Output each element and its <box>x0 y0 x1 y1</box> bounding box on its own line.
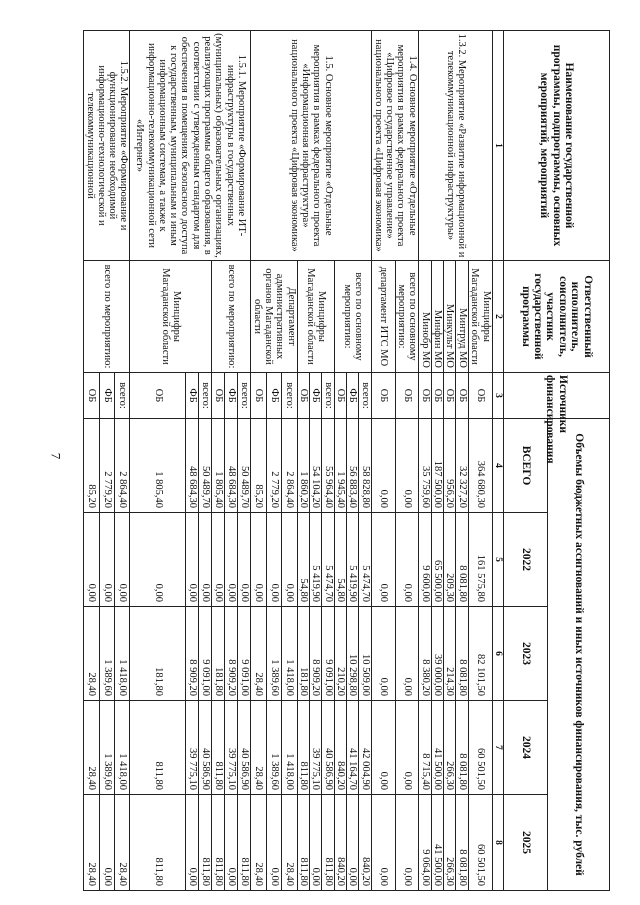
value-2024: 0,00 <box>371 701 395 795</box>
value-2023: 9 091,00 <box>199 607 212 701</box>
value-total: 2 779,20 <box>99 419 114 513</box>
value-2025: 0,00 <box>186 795 199 891</box>
source: ОБ <box>431 373 443 419</box>
value-total: 58 828,80 <box>359 419 371 513</box>
value-2023: 0,00 <box>395 607 419 701</box>
value-total: 50 489,70 <box>199 419 212 513</box>
value-2023: 10 509,00 <box>359 607 371 701</box>
value-2023: 181,80 <box>297 607 309 701</box>
value-2022: 5 419,90 <box>310 513 322 607</box>
value-total: 85,20 <box>84 419 99 513</box>
value-2023: 1 389,60 <box>99 607 114 701</box>
value-2025: 0,00 <box>395 795 419 891</box>
value-2024: 40 586,90 <box>322 701 334 795</box>
measure-name: 1.4. Основное мероприятие «Отдельные мероприятия в рамках федерального проекта «Цифровое государственное управление» национального проекта «Цифровая экономика» <box>371 31 419 261</box>
value-2025: 0,00 <box>371 795 395 891</box>
rotated-page <box>84 30 610 890</box>
value-2023: 39 000,00 <box>431 607 443 701</box>
value-2025: 811,80 <box>322 795 334 891</box>
value-2022: 0,00 <box>186 513 199 607</box>
value-2023: 8 909,20 <box>225 607 238 701</box>
value-total: 364 680,30 <box>468 419 492 513</box>
value-2025: 60 501,50 <box>468 795 492 891</box>
value-2025: 28,40 <box>84 795 99 891</box>
value-2022: 0,00 <box>282 513 297 607</box>
source-total-label: всего: <box>238 373 251 419</box>
value-2023: 10 298,80 <box>347 607 359 701</box>
source: ОБ <box>212 373 225 419</box>
value-2024: 1 418,00 <box>115 701 130 795</box>
value-2024: 811,80 <box>130 701 186 795</box>
value-total: 48 684,30 <box>186 419 199 513</box>
executor: всего по основному мероприятию: <box>334 261 371 373</box>
executor: Минкульт МО <box>444 261 456 373</box>
value-2024: 41 500,00 <box>431 701 443 795</box>
source: ФБ <box>99 373 114 419</box>
value-2024: 1 418,00 <box>282 701 297 795</box>
value-total: 0,00 <box>371 419 395 513</box>
value-total: 1 945,40 <box>334 419 346 513</box>
value-2022: 0,00 <box>238 513 251 607</box>
source: ОБ <box>297 373 309 419</box>
value-2024: 811,80 <box>212 701 225 795</box>
value-2022: 5 419,90 <box>347 513 359 607</box>
header-year-2024: 2024 <box>504 701 548 795</box>
source: ОБ <box>395 373 419 419</box>
value-2024: 40 586,90 <box>238 701 251 795</box>
source: ОБ <box>130 373 186 419</box>
column-number: 2 <box>492 261 503 373</box>
value-2023: 82 101,50 <box>468 607 492 701</box>
value-2023: 1 418,00 <box>115 607 130 701</box>
header-financing-volumes: Объемы бюджетных ассигнований и иных источников финансирования, тыс. рублей <box>548 419 610 891</box>
value-2024: 1 389,60 <box>99 701 114 795</box>
value-total: 56 883,40 <box>347 419 359 513</box>
value-2022: 9 600,00 <box>419 513 431 607</box>
value-2025: 0,00 <box>310 795 322 891</box>
value-total: 2 864,40 <box>115 419 130 513</box>
value-total: 55 964,40 <box>322 419 334 513</box>
value-2025: 840,20 <box>359 795 371 891</box>
value-2022: 54,80 <box>334 513 346 607</box>
value-2025: 266,30 <box>444 795 456 891</box>
source-total-label: всего: <box>282 373 297 419</box>
value-2025: 811,80 <box>199 795 212 891</box>
executor: всего по мероприятию: <box>212 261 251 373</box>
value-2025: 28,40 <box>282 795 297 891</box>
value-2023: 8 081,80 <box>456 607 468 701</box>
value-2025: 0,00 <box>347 795 359 891</box>
executor: Минтруд МО <box>456 261 468 373</box>
value-2025: 0,00 <box>99 795 114 891</box>
measure-name: 1.3.2. Мероприятие «Развитие информационной и телекоммуникационной инфраструктуры» <box>419 31 492 261</box>
executor: Минцифры Магаданской области <box>130 261 212 373</box>
value-2023: 9 091,00 <box>322 607 334 701</box>
header-year-2025: 2025 <box>504 795 548 891</box>
value-2025: 811,80 <box>130 795 186 891</box>
value-2022: 54,80 <box>297 513 309 607</box>
source: ФБ <box>347 373 359 419</box>
value-2025: 9 064,00 <box>419 795 431 891</box>
value-2024: 28,40 <box>84 701 99 795</box>
value-2024: 8 081,80 <box>456 701 468 795</box>
value-2024: 811,80 <box>297 701 309 795</box>
column-number: 3 <box>492 373 503 419</box>
value-2022: 0,00 <box>130 513 186 607</box>
value-2024: 266,30 <box>444 701 456 795</box>
value-2023: 8 380,20 <box>419 607 431 701</box>
value-total: 32 327,20 <box>456 419 468 513</box>
executor: Минфин МО <box>431 261 443 373</box>
header-program-name: Наименование государственной программы, подпрограммы, основных мероприятий, мероприятий <box>504 31 610 261</box>
source: ФБ <box>310 373 322 419</box>
measure-name: 1.5. Основное мероприятие «Отдельные мероприятия в рамках федерального проекта «Информационная инфраструктура» национального проекта «Цифровая экономика» <box>251 31 371 261</box>
value-2024: 0,00 <box>395 701 419 795</box>
value-total: 2 864,40 <box>282 419 297 513</box>
value-2022: 209,30 <box>444 513 456 607</box>
value-2022: 0,00 <box>199 513 212 607</box>
header-executor: Ответственный исполнитель, соисполнитель, участник государственной программы <box>504 261 610 373</box>
value-2025: 41 500,00 <box>431 795 443 891</box>
value-2025: 811,80 <box>212 795 225 891</box>
measure-name: 1.5.2. Мероприятие «Формирование и функционирование необходимой информационно-технологической и телекоммуникационной <box>84 31 130 261</box>
source: ФБ <box>225 373 238 419</box>
column-number: 8 <box>492 795 503 891</box>
value-2022: 5 474,70 <box>322 513 334 607</box>
value-total: 956,20 <box>444 419 456 513</box>
source-total-label: всего: <box>199 373 212 419</box>
executor: всего по основному мероприятию: <box>395 261 419 373</box>
executor: Минцифры Магаданской области <box>297 261 334 373</box>
value-2022: 65 500,00 <box>431 513 443 607</box>
source: ОБ <box>419 373 431 419</box>
value-2023: 9 091,00 <box>238 607 251 701</box>
value-2025: 811,80 <box>297 795 309 891</box>
value-2023: 1 389,60 <box>266 607 281 701</box>
source-total-label: всего: <box>322 373 334 419</box>
value-total: 85,20 <box>251 419 266 513</box>
value-2022: 8 081,80 <box>456 513 468 607</box>
value-2022: 0,00 <box>225 513 238 607</box>
executor: Минобр МО <box>419 261 431 373</box>
measure-name: 1.5.1. Мероприятие «Формирование ИТ-инфраструктуры в государственных (муниципальных) образовательных организациях, реализующих программы общего образования, в соответствии с утвержденным стандартом для обеспечения в помещениях безопасного доступа к государственным, муниципальным и иным информационным системам, а также к информационно-телекоммуникационной сети «Интернет» <box>130 31 251 261</box>
value-total: 50 489,70 <box>238 419 251 513</box>
source: ОБ <box>251 373 266 419</box>
value-2022: 0,00 <box>251 513 266 607</box>
value-2025: 840,20 <box>334 795 346 891</box>
value-2025: 811,80 <box>238 795 251 891</box>
value-2022: 0,00 <box>115 513 130 607</box>
column-number: 1 <box>492 31 503 261</box>
value-2025: 28,40 <box>251 795 266 891</box>
value-total: 1 860,20 <box>297 419 309 513</box>
value-total: 2 779,20 <box>266 419 281 513</box>
value-2023: 1 418,00 <box>282 607 297 701</box>
value-2023: 181,80 <box>130 607 186 701</box>
column-number: 7 <box>492 701 503 795</box>
value-2024: 39 775,10 <box>310 701 322 795</box>
value-total: 35 759,60 <box>419 419 431 513</box>
source: ОБ <box>456 373 468 419</box>
value-total: 48 684,30 <box>225 419 238 513</box>
header-year-2022: 2022 <box>504 513 548 607</box>
executor: Департамент административных органов Магаданской области <box>251 261 297 373</box>
value-2023: 181,80 <box>212 607 225 701</box>
value-2025: 0,00 <box>266 795 281 891</box>
value-2024: 39 775,10 <box>186 701 199 795</box>
value-total: 0,00 <box>395 419 419 513</box>
source: ОБ <box>444 373 456 419</box>
value-2023: 210,20 <box>334 607 346 701</box>
header-source: Источники финансирования <box>504 373 610 419</box>
value-total: 187 500,00 <box>431 419 443 513</box>
header-year-2023: 2023 <box>504 607 548 701</box>
column-number: 4 <box>492 419 503 513</box>
executor: всего по мероприятию: <box>84 261 130 373</box>
value-2024: 39 775,10 <box>225 701 238 795</box>
source-total-label: всего: <box>115 373 130 419</box>
value-2024: 28,40 <box>251 701 266 795</box>
executor: Минцифры Магаданской области <box>468 261 492 373</box>
column-number: 6 <box>492 607 503 701</box>
header-total: ВСЕГО <box>504 419 548 513</box>
value-2025: 0,00 <box>225 795 238 891</box>
value-2022: 0,00 <box>395 513 419 607</box>
value-2022: 5 474,70 <box>359 513 371 607</box>
value-2024: 41 164,70 <box>347 701 359 795</box>
value-2022: 0,00 <box>212 513 225 607</box>
value-2022: 0,00 <box>371 513 395 607</box>
value-2023: 8 909,20 <box>310 607 322 701</box>
source: ОБ <box>84 373 99 419</box>
value-2022: 161 575,80 <box>468 513 492 607</box>
value-2024: 8 715,40 <box>419 701 431 795</box>
source: ОБ <box>334 373 346 419</box>
source: ОБ <box>468 373 492 419</box>
value-2022: 0,00 <box>99 513 114 607</box>
value-2023: 0,00 <box>371 607 395 701</box>
value-total: 54 104,20 <box>310 419 322 513</box>
value-2022: 0,00 <box>266 513 281 607</box>
value-2022: 0,00 <box>84 513 99 607</box>
page-number: 7 <box>48 452 64 460</box>
value-total: 1 805,40 <box>212 419 225 513</box>
value-2023: 214,30 <box>444 607 456 701</box>
value-2025: 28,40 <box>115 795 130 891</box>
value-2023: 28,40 <box>251 607 266 701</box>
value-2024: 60 501,50 <box>468 701 492 795</box>
value-total: 1 805,40 <box>130 419 186 513</box>
value-2023: 8 909,20 <box>186 607 199 701</box>
source: ОБ <box>371 373 395 419</box>
column-number: 5 <box>492 513 503 607</box>
financing-table <box>83 30 610 891</box>
value-2024: 42 004,90 <box>359 701 371 795</box>
source-total-label: всего: <box>359 373 371 419</box>
value-2024: 840,20 <box>334 701 346 795</box>
source: ФБ <box>186 373 199 419</box>
value-2024: 1 389,60 <box>266 701 281 795</box>
value-2023: 28,40 <box>84 607 99 701</box>
value-2025: 8 081,80 <box>456 795 468 891</box>
executor: департамент ИТС МО <box>371 261 395 373</box>
source: ФБ <box>266 373 281 419</box>
value-2024: 40 586,90 <box>199 701 212 795</box>
